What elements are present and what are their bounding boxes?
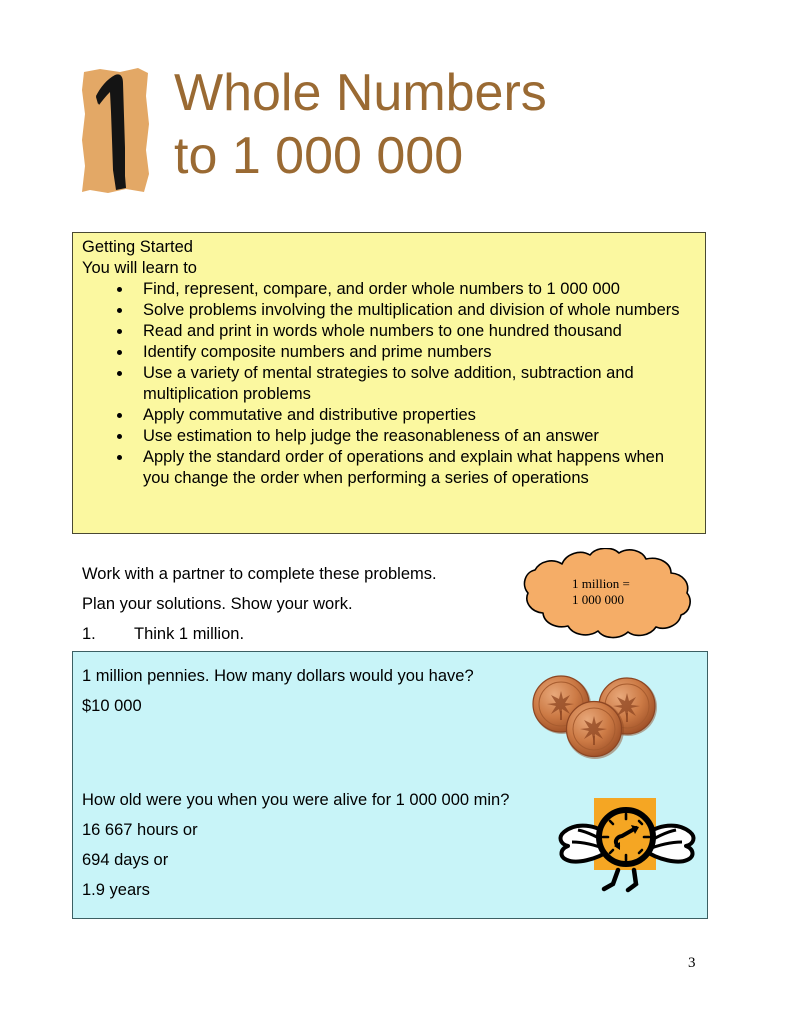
objective-text: Use a variety of mental strategies to solve addition, subtraction and multiplication problems [143, 364, 634, 403]
question-1: 1 million pennies. How many dollars would you have? [82, 667, 474, 685]
answer-2-line-3: 1.9 years [82, 881, 150, 899]
thought-cloud-callout [518, 548, 696, 643]
list-item [109, 447, 689, 489]
cloud-line-2: 1 000 000 [572, 592, 624, 607]
getting-started-header [82, 237, 682, 279]
clock-face [599, 810, 653, 864]
objective-text: Apply commutative and distributive properties [143, 406, 476, 424]
title-line-1: Whole Numbers [174, 64, 547, 122]
cloud-line-1: 1 million = [572, 576, 630, 591]
instruction-line-2: Plan your solutions. Show your work. [82, 595, 353, 613]
problem-answer-box [72, 651, 708, 919]
page-number: 3 [688, 955, 696, 971]
objective-text: Apply the standard order of operations and explain what happens when you change the order when performing a series of operations [143, 448, 665, 487]
problem-text: Think 1 million. [134, 625, 245, 643]
problem-a [82, 661, 552, 721]
objective-text: Find, represent, compare, and order whole numbers to 1 000 000 [143, 280, 620, 298]
instruction-line-1: Work with a partner to complete these problems. [82, 565, 437, 583]
instructions-block [82, 559, 512, 649]
objective-text: Solve problems involving the multiplication and division of whole numbers [143, 301, 680, 319]
answer-2-line-1: 16 667 hours or [82, 821, 198, 839]
getting-started-heading: Getting Started [82, 238, 193, 256]
bullet-icon [117, 329, 122, 334]
bullet-icon [117, 308, 122, 313]
list-item [109, 279, 689, 300]
list-item [109, 363, 689, 405]
list-item [109, 426, 689, 447]
bullet-icon [117, 371, 122, 376]
question-2: How old were you when you were alive for 1 000 000 min? [82, 791, 510, 809]
chapter-number-badge [80, 66, 152, 196]
list-item [109, 300, 689, 321]
cloud-text [572, 576, 630, 608]
problem-number: 1. [82, 625, 96, 643]
bullet-icon [117, 455, 122, 460]
pennies-image [528, 669, 663, 761]
getting-started-box [72, 232, 706, 534]
bullet-icon [117, 287, 122, 292]
winged-clock-image [556, 794, 698, 902]
title-line-2: to 1 000 000 [174, 127, 464, 185]
bullet-icon [117, 434, 122, 439]
list-item [109, 405, 689, 426]
objective-text: Identify composite numbers and prime numbers [143, 343, 492, 361]
chapter-header [80, 62, 720, 212]
clock-legs [604, 870, 636, 890]
answer-1: $10 000 [82, 697, 142, 715]
objective-text: Use estimation to help judge the reasonableness of an answer [143, 427, 599, 445]
problem-b [82, 785, 552, 905]
list-item [109, 342, 689, 363]
list-item [109, 321, 689, 342]
chapter-title [174, 62, 720, 188]
answer-2-line-2: 694 days or [82, 851, 169, 869]
bullet-icon [117, 350, 122, 355]
problem-1 [82, 619, 512, 649]
objective-text: Read and print in words whole numbers to one hundred thousand [143, 322, 622, 340]
bullet-icon [117, 413, 122, 418]
getting-started-subheading: You will learn to [82, 259, 197, 277]
objectives-list [109, 279, 689, 489]
